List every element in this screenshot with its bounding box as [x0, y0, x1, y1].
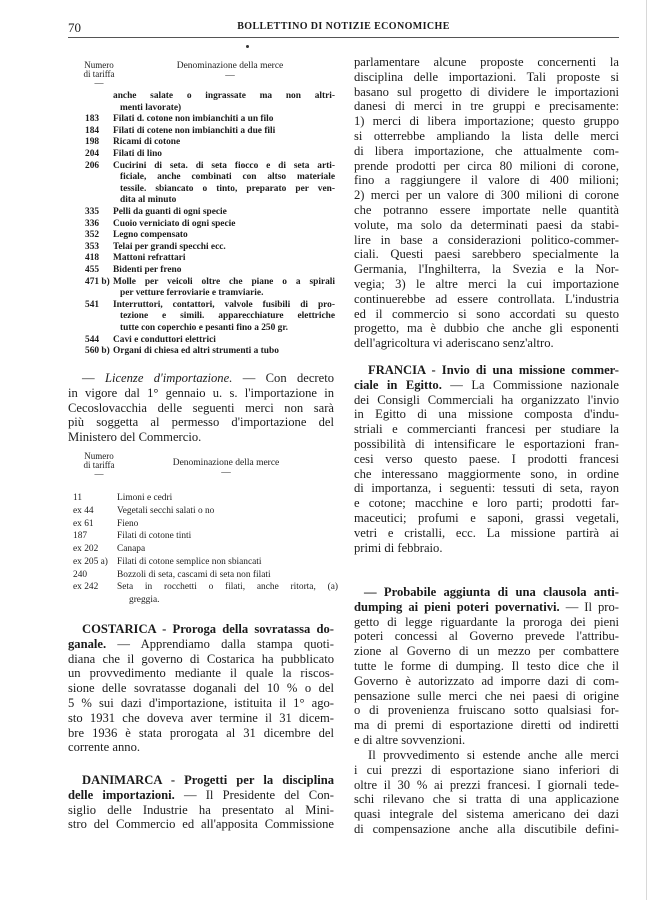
heading-text: delle importazioni. [68, 787, 175, 802]
col-header-number [76, 61, 122, 88]
text-line: getto di legge riguardante la proroga dei pieni [354, 614, 619, 629]
text-line: di importanza, i seguenti: tessuti di seta, rayon [354, 481, 619, 496]
goods-description: Cavi e conduttori elettrici [113, 334, 216, 345]
goods-description: Legno compensato [113, 230, 188, 241]
text-line: quasi integrale del sistema americano dei dazi [354, 807, 619, 822]
header-rule [68, 37, 619, 38]
text-line [68, 773, 334, 788]
goods-description: tessile. sbiancato o tinto, preparato per ven- [120, 183, 335, 194]
goods-description: tezione e simili. apparecchiature elettriche [120, 311, 335, 322]
text-line: Ministero del Commercio. [68, 430, 202, 445]
text-line: cesi verso questo paese. I prodotti francesi [354, 451, 619, 466]
text-run: — Il pro- [559, 599, 619, 614]
tariff-number: 560 b) [85, 346, 110, 357]
text-line: volute, ma solo da determinati paesi da stabi- [354, 217, 619, 232]
goods-description: Interruttori, contattori, valvole fusibili di pro- [113, 299, 335, 310]
text-line: e cotone; macchine e loro parti; prodotti far- [354, 496, 619, 511]
goods-description: Filati di cotone tinti [117, 531, 192, 542]
tariff-number: ex 202 [73, 544, 99, 554]
col-header-dash: — [94, 469, 104, 479]
text-line: possibilità di intensificare le esportazioni fran- [354, 436, 619, 451]
heading-text: FRANCIA - Invio di una missione commer- [368, 363, 619, 377]
text-line: in vigore dal 1° gennaio u. s. l'importazione in [68, 385, 334, 400]
text-line: poteri concessi al Governo prevede l'attribu- [354, 629, 619, 644]
heading-text: ganale. [68, 636, 107, 651]
goods-description: Filati d. cotone non imbianchiti a un filo [113, 114, 274, 125]
col-header-desc [146, 458, 306, 478]
text-line: prende prodotti per circa 80 milioni di corone, [354, 158, 619, 173]
tariff-number: ex 44 [73, 505, 94, 516]
text-line: o di provenienza fruiscano sotto qualsiasi for- [354, 703, 619, 718]
text-line: che interessano maggiormente sono, in ordine [354, 466, 619, 481]
printer-dot [246, 45, 249, 48]
heading-text: COSTARICA - Proroga della sovratassa do- [82, 622, 334, 636]
text-line: oltre il 30 % ai prezzi francesi. I giornali tede- [354, 777, 619, 792]
antidumping-article-cont [354, 748, 619, 837]
col-header-dash: — [221, 468, 231, 478]
goods-description: Bidenti per freno [113, 265, 182, 275]
antidumping-article [354, 585, 619, 748]
goods-description: Bozzoli di seta, cascami di seta non filati [117, 569, 271, 580]
text-line: 5 % sui dazi d'importazione, istituita il 1° ago- [68, 695, 334, 710]
tariff-number: 418 [85, 253, 100, 264]
col-header-desc [148, 61, 312, 81]
tariff-table-1 [68, 58, 336, 363]
heading-text: dumping ai pieni poteri povernativi. [354, 599, 560, 614]
text-line: fino a raggiungere il valore di 400 milioni; [354, 173, 619, 188]
italic-heading-text: Licenze d'importazione. [104, 371, 233, 385]
col-header-dash: — [225, 71, 235, 81]
text-line: in Egitto di una missione composta d'indu- [354, 407, 619, 422]
goods-description: Filati di lino [113, 149, 162, 159]
tariff-number: 455 [85, 265, 100, 275]
tariff-table-2 [68, 452, 338, 612]
text-run: — La Commissione nazionale [441, 377, 619, 392]
text-line: primi di febbraio. [354, 540, 443, 555]
goods-description: anche salate o ingrassate ma non altri- [113, 91, 335, 101]
tariff-number: 352 [85, 230, 100, 241]
text-line: si otterrebbe ampliando la lista delle merci [354, 128, 619, 143]
text-line: ed il commercio si sono accordati su questo [354, 306, 619, 321]
francia-article [354, 363, 619, 555]
goods-description: Vegetali secchi salati o no [117, 505, 215, 516]
text-run: — Apprendiamo dalla stampa quoti- [106, 636, 334, 651]
goods-description: dita al minuto [120, 195, 177, 206]
text-line [354, 363, 619, 378]
text-line: 1) merci di libera importazione; questo gruppo [354, 114, 619, 129]
col-header-number [76, 452, 122, 479]
goods-description: Limoni e cedri [117, 493, 173, 503]
tariff-number: 204 [85, 149, 100, 159]
text-run: — [82, 371, 105, 385]
text-line: vetri e cristalli, ecc. La missione partirà ai [354, 525, 619, 540]
licenze-paragraph [68, 371, 334, 445]
text-line: vegia; 3) le altre merci la cui importazione [354, 276, 619, 291]
tariff-number: 183 [85, 114, 100, 125]
text-line: disciplina delle importazioni. Tali proposte si [354, 69, 619, 84]
text-line: parlamentare alcune proposte concernenti la [354, 55, 619, 69]
tariff-number: 184 [85, 125, 100, 136]
text-line: corrente anno. [68, 740, 141, 755]
goods-description: menti lavorate) [120, 102, 182, 113]
tariff-number: 240 [73, 569, 88, 580]
goods-description: Pelli da guanti di ogni specie [113, 207, 227, 217]
tariff-number: 206 [85, 160, 100, 171]
tariff-number: 541 [85, 299, 100, 310]
text-line: zione al Governo di un mezzo per combattere [354, 644, 619, 659]
page-number: 70 [68, 20, 81, 35]
tariff-number: ex 205 a) [73, 556, 108, 567]
text-line: sto 1931 che doveva aver termine il 31 dicem- [68, 710, 334, 725]
text-line: diana che il governo di Costarica ha pubblicato [68, 651, 334, 666]
text-line: ciali. Questi paesi sarebbero specialmente la [354, 247, 619, 262]
goods-description: Molle per veicoli oltre che piane o a spirali [113, 276, 335, 287]
tariff-number: 471 b) [85, 276, 110, 287]
text-line: e di altre sovvenzioni. [354, 732, 466, 747]
goods-description: Filati di cotene non imbianchiti a due fili [113, 125, 276, 136]
goods-description: Ricami di cotone [113, 137, 181, 148]
col-header-desc-label: Denominazione della merce [176, 61, 284, 71]
goods-description: Seta in rocchetti o filati, anche ritorta, (a) [117, 582, 338, 593]
text-line: che potranno essere importate nelle quantità [354, 202, 619, 217]
text-line: Governo è autorizzato ad imporre dazi di com- [354, 673, 619, 688]
goods-description: Fieno [117, 518, 139, 529]
goods-description: Organi di chiesa ed altri strumenti a tubo [113, 346, 279, 357]
text-line: di compensazione anche alla discutibile defini- [354, 821, 619, 836]
goods-description: greggia. [129, 595, 160, 605]
text-line: maceutici; profumi e saponi, grassi vegetali, [354, 510, 619, 525]
col-header-number-line1: Numero [84, 451, 114, 461]
tariff-number: 353 [85, 241, 100, 252]
heading-text: DANIMARCA - Progetti per la disciplina [82, 773, 334, 787]
text-line [68, 637, 334, 652]
text-line: siglio delle Industrie ha presentato al Mini- [68, 802, 334, 817]
danimarca-article [68, 773, 334, 832]
goods-description: ficiale, anche combinati con altso materiale [120, 172, 335, 183]
goods-description: Filati di cotone semplice non sbiancati [117, 556, 262, 567]
text-line: striali e commercianti francesi per studiare la [354, 422, 619, 437]
text-line: più soggetta al permesso d'importazione del [68, 415, 334, 430]
text-line: bre 1936 è stata prorogata al 31 dicembre del [68, 725, 334, 740]
text-line: Germania, l'Inghilterra, la Svezia e la Nor- [354, 262, 619, 277]
text-line: progetto, ma è dubbio che anche gli esponenti [354, 321, 619, 336]
col-header-dash: — [94, 78, 104, 88]
text-line: sione delle sovratasse doganali del 10 % o del [68, 681, 334, 696]
text-line: basano sul progetto di dividere le importazioni [354, 84, 619, 99]
text-line: danesi di merci in tre gruppi e precisamente: [354, 99, 619, 114]
text-run: — Il Presidente del Con- [174, 787, 334, 802]
tariff-number: 11 [73, 493, 83, 503]
text-line: Cecoslovacchia delle seguenti merci non sarà [68, 400, 334, 415]
text-line: schi rilevano che si tratta di una applicazione [354, 792, 619, 807]
col-header-desc-label: Denominazione della merce [172, 458, 280, 468]
goods-description: Mattoni refrattari [113, 253, 186, 264]
costarica-article [68, 622, 334, 755]
tariff-number: 544 [85, 334, 100, 345]
tariff-number: 187 [73, 531, 88, 542]
text-line [68, 788, 334, 803]
text-line: Il provvedimento si estende anche alle merci [368, 748, 619, 762]
tariff-number: ex 61 [73, 518, 94, 529]
goods-description: Telai per grandi specchi ecc. [113, 241, 226, 252]
text-line: pensazione sulle merci che nei paesi di origine [354, 688, 619, 703]
tariff-number: ex 242 [73, 582, 99, 593]
goods-description: tutte con coperchio e pesanti fino a 250 gr. [120, 323, 288, 333]
text-run: — Con decreto [232, 371, 335, 385]
tariff-number: 335 [85, 207, 100, 217]
tariff-number: 336 [85, 218, 100, 229]
text-line: ma di premi di esportazione diretti od indiretti [354, 718, 619, 733]
text-line: tutte le forme di dumping. Il testo dice che il [354, 658, 619, 673]
text-line [354, 585, 619, 600]
text-line [68, 371, 334, 386]
text-line: lire in base a considerazioni politico-commer- [354, 232, 619, 247]
goods-description: Cucirini di seta. di seta fiocco e di seta arti- [113, 160, 335, 171]
running-title: BOLLETTINO DI NOTIZIE ECONOMICHE [237, 21, 450, 32]
text-line: un provvedimento mediante il quale la riscos- [68, 666, 334, 681]
text-line: 2) merci per un valore di 300 milioni di corone [354, 188, 619, 203]
text-line [354, 378, 619, 393]
text-line: dell'agricoltura vi aderiscano senz'altro. [354, 336, 554, 351]
text-line [354, 600, 619, 615]
goods-description: Cuoio verniciato di ogni specie [113, 218, 236, 229]
heading-text: — Probabile aggiunta di una clausola anti- [364, 585, 619, 599]
text-line: continuerebbe ad essere controllata. L'industria [354, 291, 619, 306]
text-line [68, 622, 334, 637]
goods-description: per vetture ferroviarie e tramviarie. [120, 288, 264, 299]
col-header-number-line2: di tariffa [83, 69, 115, 79]
text-line: dei Consigli Commerciali ha organizzato l'invio [354, 392, 619, 407]
col-header-number-line1: Numero [84, 60, 114, 70]
text-line: stro del Commercio ed all'apposita Commissione [68, 817, 334, 832]
text-line: di libera importazione, che attualmente com- [354, 143, 619, 158]
danimarca-continuation [354, 55, 619, 351]
tariff-number: 198 [85, 137, 100, 148]
heading-text: ciale in Egitto. [354, 377, 442, 392]
goods-description: Canapa [117, 544, 146, 554]
col-header-number-line2: di tariffa [83, 460, 115, 470]
text-line: i cui prezzi di esportazione siano inferiori di [354, 762, 619, 777]
page-edge [646, 0, 647, 900]
